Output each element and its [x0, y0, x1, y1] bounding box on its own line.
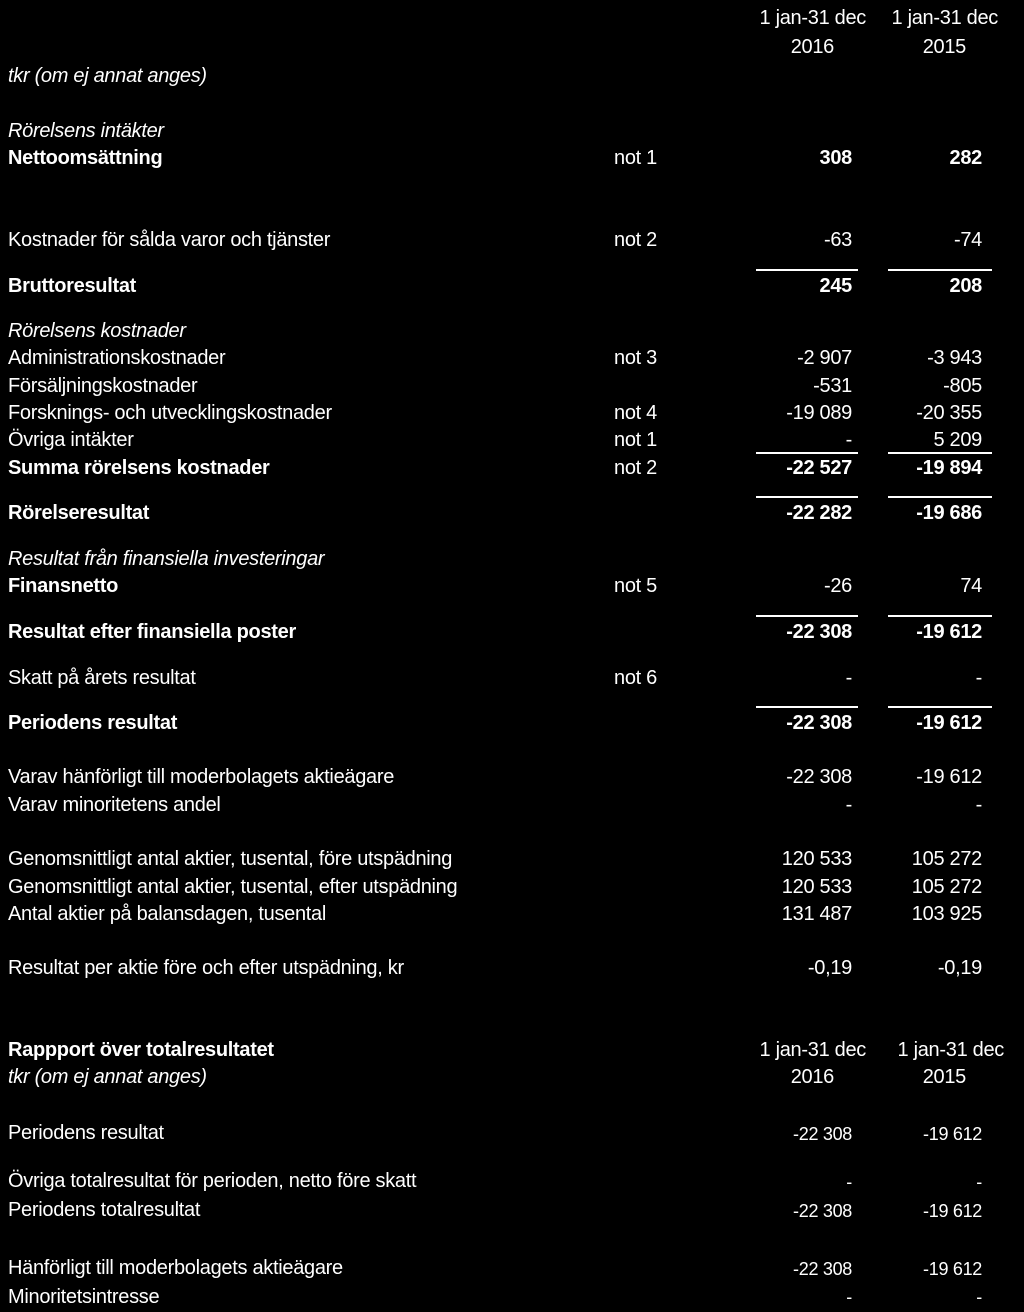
- row-label: Varav minoritetens andel: [8, 794, 221, 816]
- row-label: Kostnader för sålda varor och tjänster: [8, 229, 331, 251]
- value-2015: -19 612: [916, 766, 982, 788]
- value-2016: -: [845, 429, 852, 451]
- value-2016: -22 308: [793, 1124, 852, 1144]
- underline-2016: [756, 496, 858, 498]
- section-costs: Rörelsens kostnader: [8, 320, 186, 342]
- underline-2015: [888, 615, 992, 617]
- underline-2016: [756, 269, 858, 271]
- value-2015: -805: [943, 375, 982, 397]
- row-note: not 2: [614, 229, 657, 251]
- value-2016: -22 308: [786, 712, 852, 734]
- row-note: not 5: [614, 575, 657, 597]
- year-header-2016: 2016: [790, 36, 834, 58]
- value-2016: -2 907: [797, 347, 852, 369]
- row-label: Antal aktier på balansdagen, tusental: [8, 903, 327, 925]
- value-2016: -26: [823, 575, 852, 597]
- row-label: Genomsnittligt antal aktier, tusental, efter utspädning: [8, 876, 458, 898]
- value-2015: -74: [953, 229, 982, 251]
- row-label: Övriga intäkter: [8, 429, 134, 451]
- value-2016: -22 527: [786, 457, 852, 479]
- value-2015: -19 612: [923, 1259, 982, 1279]
- row-label: Finansnetto: [8, 575, 119, 597]
- section-finance: Resultat från finansiella investeringar: [8, 548, 325, 570]
- total-year-2015: 2015: [922, 1066, 966, 1088]
- value-2016: -: [846, 1287, 852, 1307]
- row-label: Resultat per aktie före och efter utspädning, kr: [8, 957, 404, 979]
- value-2016: -22 308: [793, 1259, 852, 1279]
- total-period-2016: 1 jan-31 dec: [759, 1039, 866, 1061]
- underline-2015: [888, 706, 992, 708]
- value-2016: 245: [819, 275, 852, 297]
- value-2015: -19 894: [916, 457, 982, 479]
- value-2015: -19 612: [923, 1201, 982, 1221]
- value-2016: -531: [813, 375, 852, 397]
- row-note: not 6: [614, 667, 657, 689]
- row-label: Periodens resultat: [8, 712, 178, 734]
- value-2016: 120 533: [781, 876, 852, 898]
- row-label: Resultat efter finansiella poster: [8, 621, 296, 643]
- value-2016: -22 308: [786, 766, 852, 788]
- row-note: not 2: [614, 457, 657, 479]
- row-label: Skatt på årets resultat: [8, 667, 196, 689]
- value-2015: 74: [960, 575, 982, 597]
- value-2016: -0,19: [807, 957, 852, 979]
- period-header-2015: 1 jan-31 dec: [891, 7, 998, 29]
- row-note: not 1: [614, 147, 657, 169]
- value-2015: 105 272: [911, 848, 982, 870]
- value-2015: 208: [949, 275, 982, 297]
- value-2016: -63: [823, 229, 852, 251]
- period-header-2016: 1 jan-31 dec: [759, 7, 866, 29]
- value-2016: 131 487: [781, 903, 852, 925]
- value-2015: -3 943: [927, 347, 982, 369]
- total-title: Rappport över totalresultatet: [8, 1039, 274, 1061]
- underline-2015: [888, 452, 992, 454]
- row-label: Rörelseresultat: [8, 502, 150, 524]
- row-label: Administrationskostnader: [8, 347, 226, 369]
- row-label: Hänförligt till moderbolagets aktieägare: [8, 1257, 343, 1279]
- value-2015: -19 612: [916, 712, 982, 734]
- value-2016: -: [845, 794, 852, 816]
- row-label: Varav hänförligt till moderbolagets aktieägare: [8, 766, 395, 788]
- value-2015: -: [976, 1287, 982, 1307]
- value-2015: -0,19: [937, 957, 982, 979]
- underline-2016: [756, 452, 858, 454]
- value-2015: 5 209: [933, 429, 982, 451]
- value-2015: -19 612: [923, 1124, 982, 1144]
- value-2016: -22 282: [786, 502, 852, 524]
- row-note: not 3: [614, 347, 657, 369]
- row-note: not 4: [614, 402, 657, 424]
- total-year-2016: 2016: [790, 1066, 834, 1088]
- value-2016: 308: [819, 147, 852, 169]
- year-header-2015: 2015: [922, 36, 966, 58]
- value-2015: 103 925: [911, 903, 982, 925]
- value-2015: 105 272: [911, 876, 982, 898]
- row-note: not 1: [614, 429, 657, 451]
- value-2016: -22 308: [786, 621, 852, 643]
- value-2016: 120 533: [781, 848, 852, 870]
- row-label: Periodens totalresultat: [8, 1199, 201, 1221]
- row-label: Försäljningskostnader: [8, 375, 198, 397]
- value-2015: -: [976, 1172, 982, 1192]
- total-period-2015: 1 jan-31 dec: [897, 1039, 1004, 1061]
- value-2016: -22 308: [793, 1201, 852, 1221]
- row-label: Övriga totalresultat för perioden, netto före skatt: [8, 1170, 417, 1192]
- underline-2016: [756, 706, 858, 708]
- underline-2015: [888, 496, 992, 498]
- value-2015: 282: [949, 147, 982, 169]
- row-label: Nettoomsättning: [8, 147, 163, 169]
- value-2016: -19 089: [786, 402, 852, 424]
- value-2016: -: [845, 667, 852, 689]
- row-label: Bruttoresultat: [8, 275, 137, 297]
- underline-2015: [888, 269, 992, 271]
- total-units-label: tkr (om ej annat anges): [8, 1066, 207, 1088]
- value-2015: -19 686: [916, 502, 982, 524]
- row-label: Minoritetsintresse: [8, 1286, 160, 1308]
- value-2015: -19 612: [916, 621, 982, 643]
- value-2015: -: [975, 667, 982, 689]
- row-label: Forsknings- och utvecklingskostnader: [8, 402, 332, 424]
- value-2015: -20 355: [916, 402, 982, 424]
- row-label: Genomsnittligt antal aktier, tusental, före utspädning: [8, 848, 453, 870]
- units-label: tkr (om ej annat anges): [8, 65, 207, 87]
- section-revenue: Rörelsens intäkter: [8, 120, 164, 142]
- row-label: Periodens resultat: [8, 1122, 164, 1144]
- underline-2016: [756, 615, 858, 617]
- value-2015: -: [975, 794, 982, 816]
- row-label: Summa rörelsens kostnader: [8, 457, 270, 479]
- value-2016: -: [846, 1172, 852, 1192]
